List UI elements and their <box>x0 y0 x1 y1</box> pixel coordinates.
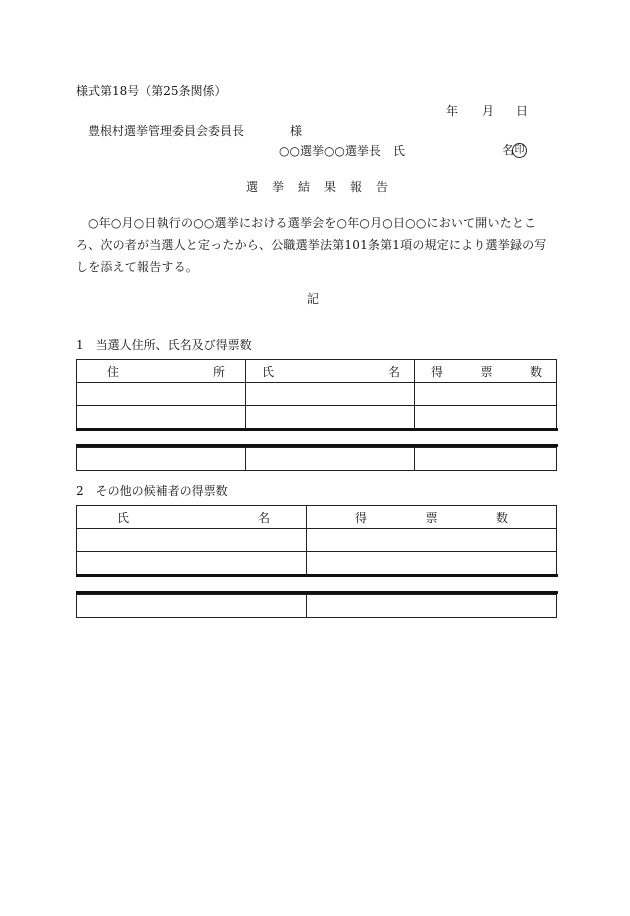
section2-heading: 2 その他の候補者の得票数 <box>76 484 228 498</box>
candidates-table <box>76 505 557 575</box>
winners-table-continued <box>76 447 557 471</box>
table-row <box>77 595 557 618</box>
table-row <box>77 383 557 406</box>
document-title: 選 挙 結 果 報 告 <box>246 180 390 194</box>
date-month-label: 月 <box>482 104 495 118</box>
name-label: 名 <box>502 143 515 157</box>
candidates-header-row <box>77 506 557 529</box>
section1-heading: 1 当選人住所、氏名及び得票数 <box>76 338 252 352</box>
table-row <box>77 552 557 575</box>
winners-table <box>76 359 557 429</box>
date-year-label: 年 <box>446 104 459 118</box>
addressee: 豊根村選挙管理委員会委員長 <box>88 124 245 138</box>
column-votes: 得 票 数 <box>307 506 557 529</box>
column-name: 氏 名 <box>77 506 307 529</box>
column-votes: 得 票 数 <box>415 360 557 383</box>
table-row <box>77 529 557 552</box>
date-day-label: 日 <box>516 104 529 118</box>
sender-name-seal <box>502 143 527 158</box>
table-row <box>77 448 557 471</box>
body-text: ○年○月○日執行の○○選挙における選挙会を○年○月○日○○において開いたところ、次の者が当選人と定ったから、公職選挙法第101条第1項の規定により選挙録の写しを添えて報告する。 <box>76 216 547 274</box>
column-name: 氏 名 <box>246 360 415 383</box>
table-break-line <box>76 428 558 431</box>
winners-header-row <box>77 360 557 383</box>
body-paragraph <box>76 212 558 278</box>
column-address: 住 所 <box>77 360 246 383</box>
table-row <box>77 406 557 429</box>
form-number: 様式第18号（第25条関係） <box>76 84 227 98</box>
sender-title: ○○選挙○○選挙長 氏 <box>279 144 405 158</box>
candidates-table-continued <box>76 594 557 618</box>
ki-marker: 記 <box>307 292 320 306</box>
seal-icon: 印 <box>512 143 527 158</box>
table-break-line <box>76 574 558 577</box>
honorific: 様 <box>290 124 303 138</box>
